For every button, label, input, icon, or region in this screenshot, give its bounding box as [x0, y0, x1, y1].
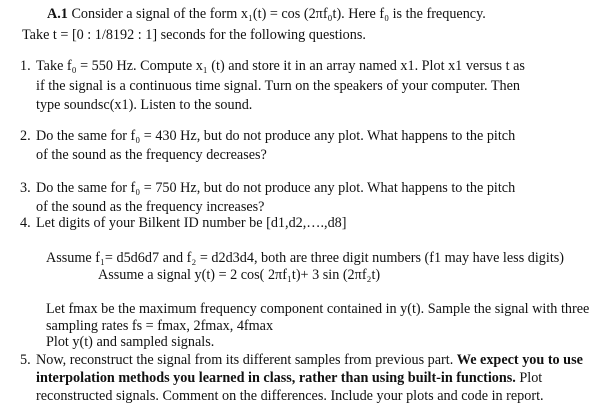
item-3-line-1: Do the same for f₀ = 750 Hz, but do not produce any plot. What happens to the pitch — [36, 180, 516, 196]
sampling-rates-line: sampling rates fs = fmax, 2fmax, 4fmax — [46, 318, 274, 334]
item-5-line-2-plain: Plot — [519, 370, 543, 386]
section-heading — [47, 6, 486, 22]
item-5-line-1 — [36, 352, 583, 368]
item-3-line-2: of the sound as the frequency increases? — [36, 199, 265, 215]
item-5-line-1-bold: We expect you to use — [456, 352, 583, 368]
section-label: A.1 — [47, 6, 68, 22]
item-5-line-1-plain: Now, reconstruct the signal from its different samples from previous part. — [36, 352, 454, 368]
assume-frequencies-line: Assume f₁= d5d6d7 and f₂ = d2d3d4, both are three digit numbers (f1 may have less digits) — [46, 250, 565, 266]
plot-instruction-line: Plot y(t) and sampled signals. — [46, 334, 215, 350]
fmax-line-1: Let fmax be the maximum frequency component contained in y(t). Sample the signal with three — [46, 301, 590, 317]
item-2-line-1: Do the same for f₀ = 430 Hz, but do not produce any plot. What happens to the pitch — [36, 128, 516, 144]
time-range-line: Take t = [0 : 1/8192 : 1] seconds for the following questions. — [22, 27, 366, 43]
item-2-line-2: of the sound as the frequency decreases? — [36, 147, 267, 163]
section-heading-text: Consider a signal of the form x₁(t) = cos (2πf₀t). Here f₀ is the frequency. — [71, 6, 486, 22]
item-4-line-1: Let digits of your Bilkent ID number be [d1,d2,….,d8] — [36, 215, 347, 231]
assume-signal-line: Assume a signal y(t) = 2 cos( 2πf₁t)+ 3 sin (2πf₂t) — [98, 267, 381, 283]
item-number: 2. — [20, 128, 31, 144]
item-1-line-2: if the signal is a continuous time signal. Turn on the speakers of your computer. Then — [36, 78, 521, 94]
item-number: 1. — [20, 58, 31, 74]
item-1-line-3: type soundsc(x1). Listen to the sound. — [36, 97, 253, 113]
item-5-line-2 — [36, 370, 542, 386]
item-5-line-3: reconstructed signals. Comment on the differences. Include your plots and code in report. — [36, 388, 544, 404]
item-number: 3. — [20, 180, 31, 196]
item-1-line-1: Take f₀ = 550 Hz. Compute x₁ (t) and store it in an array named x1. Plot x1 versus t as — [36, 58, 525, 74]
item-number: 4. — [20, 215, 31, 231]
item-5-line-2-bold: interpolation methods you learned in class, rather than using built-in functions. — [36, 370, 516, 386]
item-number: 5. — [20, 352, 31, 368]
